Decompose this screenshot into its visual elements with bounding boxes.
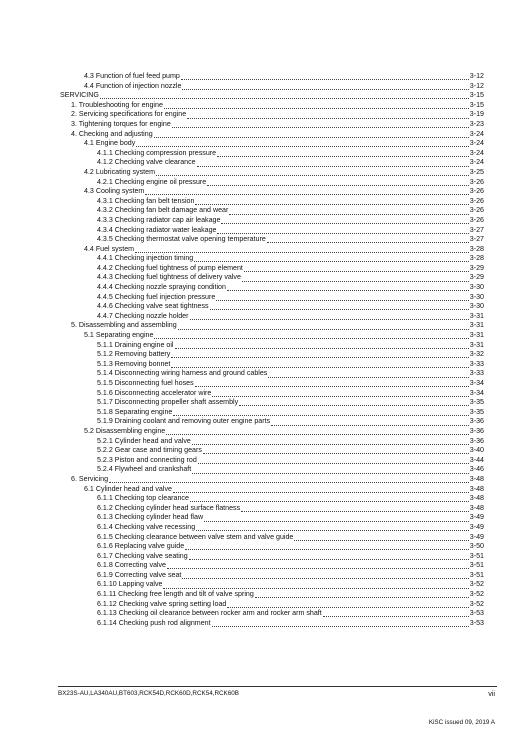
toc-entry-title: 6.1.8 Correcting valve bbox=[97, 561, 167, 570]
toc-entry-page: 3-31 bbox=[469, 340, 484, 349]
footer-page-number: vii bbox=[488, 689, 495, 698]
toc-dot-leader bbox=[173, 408, 468, 416]
toc-entry[interactable] bbox=[0, 101, 522, 111]
toc-dot-leader bbox=[166, 427, 469, 435]
toc-dot-leader bbox=[198, 456, 469, 464]
footer-divider bbox=[58, 686, 497, 687]
toc-entry-page: 3-50 bbox=[469, 542, 484, 551]
toc-entry-title: 6.1.5 Checking clearance between valve stem and valve guide bbox=[97, 532, 294, 541]
toc-entry-title: 5.1.5 Disconnecting fuel hoses bbox=[97, 379, 194, 387]
toc-entry[interactable] bbox=[0, 513, 522, 523]
issue-note: KiSC issued 09, 2019 A bbox=[428, 719, 495, 726]
toc-entry-title: 4.3.2 Checking fan belt damage and wear bbox=[97, 206, 229, 215]
toc-dot-leader bbox=[204, 513, 469, 521]
toc-dot-leader bbox=[145, 187, 468, 195]
toc-dot-leader bbox=[136, 139, 469, 147]
toc-entry[interactable] bbox=[0, 197, 522, 207]
toc-entry[interactable] bbox=[0, 283, 522, 293]
toc-entry[interactable] bbox=[0, 226, 522, 236]
toc-entry-title: 5.2.4 Flywheel and crankshaft bbox=[97, 465, 192, 474]
toc-entry-title: 5.1.6 Disconnecting accelerator wire bbox=[97, 388, 212, 397]
toc-dot-leader bbox=[164, 101, 469, 109]
toc-entry[interactable] bbox=[0, 254, 522, 264]
toc-entry[interactable] bbox=[0, 427, 522, 437]
toc-entry[interactable] bbox=[0, 312, 522, 322]
toc-entry[interactable] bbox=[0, 245, 522, 255]
toc-entry-page: 3-33 bbox=[469, 359, 484, 368]
toc-dot-leader bbox=[172, 120, 469, 128]
toc-entry-title: 5.1.4 Disconnecting wiring harness and ground cables bbox=[97, 369, 268, 378]
toc-entry[interactable] bbox=[0, 360, 522, 370]
toc-dot-leader bbox=[175, 341, 469, 349]
toc-entry-title: 4.3.3 Checking radiator cap air leakage bbox=[97, 215, 221, 224]
toc-dot-leader bbox=[195, 197, 468, 205]
toc-entry-title: 5.1.3 Removing bonnet bbox=[97, 359, 171, 368]
toc-entry-page: 3-36 bbox=[469, 426, 484, 435]
toc-dot-leader bbox=[197, 158, 469, 166]
toc-entry-page: 3-12 bbox=[469, 72, 484, 80]
toc-entry-page: 3-30 bbox=[469, 283, 484, 292]
toc-dot-leader bbox=[244, 264, 469, 272]
toc-entry-page: 3-15 bbox=[469, 100, 484, 109]
toc-entry-title: 4.4 Fuel system bbox=[84, 244, 135, 253]
toc-dot-leader bbox=[185, 542, 469, 550]
toc-entry-title: 6.1 Cylinder head and valve bbox=[84, 484, 172, 493]
toc-entry-page: 3-12 bbox=[469, 81, 484, 90]
toc-entry[interactable] bbox=[0, 187, 522, 197]
toc-entry-page: 3-27 bbox=[469, 225, 484, 234]
toc-dot-leader bbox=[227, 600, 468, 608]
toc-dot-leader bbox=[221, 216, 468, 224]
toc-entry-title: 4.1.2 Checking valve clearance bbox=[97, 158, 196, 167]
toc-entry-title: 6.1.7 Checking valve seating bbox=[97, 551, 188, 560]
toc-entry[interactable] bbox=[0, 619, 522, 629]
toc-entry-title: 2. Servicing specifications for engine bbox=[71, 110, 187, 119]
toc-entry-page: 3-35 bbox=[469, 407, 484, 416]
toc-entry[interactable] bbox=[0, 475, 522, 485]
toc-entry-title: 4.4.4 Checking nozzle spraying condition bbox=[97, 283, 226, 292]
toc-dot-leader bbox=[227, 283, 469, 291]
toc-dot-leader bbox=[239, 398, 469, 406]
toc-entry-page: 3-24 bbox=[469, 158, 484, 167]
toc-entry-title: 5.1.2 Removing battery bbox=[97, 350, 171, 359]
toc-entry-title: 4.3 Cooling system bbox=[84, 187, 145, 196]
toc-dot-leader bbox=[192, 465, 469, 473]
toc-entry-page: 3-26 bbox=[469, 215, 484, 224]
toc-entry-title: 4.4.2 Checking fuel tightness of pump element bbox=[97, 263, 243, 272]
toc-entry[interactable] bbox=[0, 91, 522, 101]
toc-dot-leader bbox=[163, 580, 468, 588]
toc-entry-title: 4.1 Engine body bbox=[84, 139, 136, 148]
toc-entry-page: 3-26 bbox=[469, 206, 484, 215]
toc-entry-title: 4.4.6 Checking valve seat tightness bbox=[97, 302, 209, 311]
toc-entry-title: 3. Tightening torques for engine bbox=[71, 119, 171, 128]
toc-entry-page: 3-36 bbox=[469, 417, 484, 426]
toc-entry-page: 3-19 bbox=[469, 110, 484, 119]
toc-entry[interactable] bbox=[0, 120, 522, 130]
toc-entry[interactable] bbox=[0, 580, 522, 590]
toc-entry-page: 3-53 bbox=[469, 609, 484, 618]
toc-dot-leader bbox=[210, 302, 469, 310]
toc-entry-title: SERVICING bbox=[60, 91, 99, 100]
toc-entry-title: 4.4 Function of injection nozzle bbox=[84, 81, 182, 90]
toc-entry-page: 3-25 bbox=[469, 167, 484, 176]
toc-dot-leader bbox=[182, 82, 468, 90]
toc-entry[interactable] bbox=[0, 533, 522, 543]
toc-dot-leader bbox=[241, 504, 469, 512]
table-of-contents bbox=[0, 72, 522, 628]
toc-entry-title: 6.1.11 Checking free length and tilt of valve spring bbox=[97, 590, 254, 599]
toc-entry-title: 4.3 Function of fuel feed pump bbox=[84, 72, 180, 80]
toc-entry-title: 4.4.1 Checking injection timing bbox=[97, 254, 194, 263]
toc-entry[interactable] bbox=[0, 379, 522, 389]
toc-entry-title: 6.1.12 Checking valve spring setting load bbox=[97, 599, 227, 608]
toc-entry[interactable] bbox=[0, 350, 522, 360]
toc-entry-title: 5.2 Disassembling engine bbox=[84, 426, 166, 435]
toc-entry-page: 3-40 bbox=[469, 446, 484, 455]
toc-entry[interactable] bbox=[0, 456, 522, 466]
toc-entry[interactable] bbox=[0, 235, 522, 245]
toc-entry-title: 4.3.4 Checking radiator water leakage bbox=[97, 225, 217, 234]
toc-entry[interactable] bbox=[0, 264, 522, 274]
toc-entry-page: 3-51 bbox=[469, 570, 484, 579]
toc-dot-leader bbox=[294, 533, 468, 541]
toc-entry[interactable] bbox=[0, 341, 522, 351]
toc-entry-page: 3-31 bbox=[469, 321, 484, 330]
toc-dot-leader bbox=[255, 590, 469, 598]
toc-entry-page: 3-49 bbox=[469, 522, 484, 531]
toc-entry-title: 5.1.8 Separating engine bbox=[97, 407, 173, 416]
toc-entry-title: 6.1.14 Checking push rod alignment bbox=[97, 618, 211, 627]
toc-dot-leader bbox=[323, 609, 469, 617]
toc-dot-leader bbox=[268, 369, 468, 377]
toc-entry-page: 3-49 bbox=[469, 513, 484, 522]
toc-entry[interactable] bbox=[0, 168, 522, 178]
toc-entry-page: 3-29 bbox=[469, 273, 484, 282]
toc-dot-leader bbox=[109, 475, 469, 483]
toc-entry[interactable] bbox=[0, 571, 522, 581]
toc-entry-title: 5.1.9 Draining coolant and removing outer engine parts bbox=[97, 417, 271, 426]
toc-dot-leader bbox=[229, 206, 468, 214]
toc-entry[interactable] bbox=[0, 130, 522, 140]
toc-entry-title: 4.2.1 Checking engine oil pressure bbox=[97, 177, 207, 186]
toc-dot-leader bbox=[190, 494, 469, 502]
toc-dot-leader bbox=[207, 178, 469, 186]
footer-models: BX23S-AU,LA340AU,BT603,RCK54D,RCK60D,RCK54,RCK60B bbox=[58, 690, 239, 697]
toc-entry[interactable] bbox=[0, 369, 522, 379]
toc-entry-title: 4. Checking and adjusting bbox=[71, 129, 153, 138]
toc-dot-leader bbox=[189, 552, 469, 560]
toc-entry-title: 4.1.1 Checking compression pressure bbox=[97, 148, 217, 157]
toc-entry-page: 3-48 bbox=[469, 474, 484, 483]
toc-entry-page: 3-52 bbox=[469, 580, 484, 589]
toc-dot-leader bbox=[196, 523, 469, 531]
toc-entry-title: 4.4.5 Checking fuel injection pressure bbox=[97, 292, 216, 301]
toc-entry-title: 6.1.1 Checking top clearance bbox=[97, 494, 189, 503]
toc-entry-page: 3-28 bbox=[469, 244, 484, 253]
toc-dot-leader bbox=[217, 226, 468, 234]
toc-entry-title: 5.2.1 Cylinder head and valve bbox=[97, 436, 191, 445]
toc-dot-leader bbox=[173, 485, 469, 493]
toc-entry-title: 6.1.10 Lapping valve bbox=[97, 580, 163, 589]
toc-dot-leader bbox=[195, 379, 469, 387]
toc-dot-leader bbox=[156, 168, 469, 176]
toc-dot-leader bbox=[212, 389, 468, 397]
toc-entry-title: 6.1.13 Checking oil clearance between rocker arm and rocker arm shaft bbox=[97, 609, 322, 618]
toc-dot-leader bbox=[187, 110, 469, 118]
toc-entry-title: 6.1.4 Checking valve recessing bbox=[97, 522, 196, 531]
toc-entry-title: 4.2 Lubricating system bbox=[84, 167, 155, 176]
toc-dot-leader bbox=[171, 360, 468, 368]
toc-entry-page: 3-24 bbox=[469, 148, 484, 157]
toc-entry[interactable] bbox=[0, 542, 522, 552]
toc-entry-page: 3-30 bbox=[469, 292, 484, 301]
toc-dot-leader bbox=[267, 235, 469, 243]
toc-entry-page: 3-51 bbox=[469, 561, 484, 570]
toc-entry-page: 3-44 bbox=[469, 455, 484, 464]
toc-dot-leader bbox=[212, 619, 469, 627]
toc-entry-title: 5.2.2 Gear case and timing gears bbox=[97, 446, 202, 455]
toc-entry-title: 1. Troubleshooting for engine bbox=[71, 100, 163, 109]
toc-entry[interactable] bbox=[0, 82, 522, 92]
toc-entry[interactable] bbox=[0, 590, 522, 600]
toc-entry[interactable] bbox=[0, 437, 522, 447]
toc-entry[interactable] bbox=[0, 552, 522, 562]
toc-dot-leader bbox=[154, 130, 469, 138]
toc-entry[interactable] bbox=[0, 417, 522, 427]
toc-entry-title: 6.1.3 Checking cylinder head flaw bbox=[97, 513, 204, 522]
toc-dot-leader bbox=[171, 350, 468, 358]
toc-entry-page: 3-35 bbox=[469, 398, 484, 407]
toc-entry[interactable] bbox=[0, 206, 522, 216]
toc-entry-page: 3-49 bbox=[469, 532, 484, 541]
toc-entry[interactable] bbox=[0, 158, 522, 168]
toc-entry-title: 5. Disassembling and assembling bbox=[71, 321, 177, 330]
toc-dot-leader bbox=[167, 561, 469, 569]
toc-entry-title: 5.1.1 Draining engine oil bbox=[97, 340, 174, 349]
toc-entry-page: 3-26 bbox=[469, 177, 484, 186]
toc-entry[interactable] bbox=[0, 523, 522, 533]
toc-entry[interactable] bbox=[0, 446, 522, 456]
toc-entry[interactable] bbox=[0, 178, 522, 188]
toc-entry[interactable] bbox=[0, 321, 522, 331]
toc-dot-leader bbox=[192, 437, 469, 445]
toc-entry[interactable] bbox=[0, 485, 522, 495]
toc-entry-page: 3-28 bbox=[469, 254, 484, 263]
toc-entry-page: 3-26 bbox=[469, 196, 484, 205]
toc-entry-page: 3-15 bbox=[469, 91, 484, 100]
toc-entry-page: 3-34 bbox=[469, 388, 484, 397]
toc-entry-page: 3-24 bbox=[469, 129, 484, 138]
toc-entry-title: 6.1.6 Replacing valve guide bbox=[97, 542, 185, 551]
toc-entry-title: 4.3.5 Checking thermostat valve opening temperature bbox=[97, 235, 266, 244]
toc-dot-leader bbox=[178, 321, 469, 329]
toc-entry[interactable] bbox=[0, 293, 522, 303]
toc-entry[interactable] bbox=[0, 561, 522, 571]
toc-entry-page: 3-27 bbox=[469, 235, 484, 244]
toc-dot-leader bbox=[181, 72, 469, 80]
toc-entry[interactable] bbox=[0, 609, 522, 619]
toc-dot-leader bbox=[194, 254, 469, 262]
toc-entry[interactable] bbox=[0, 72, 522, 82]
toc-dot-leader bbox=[217, 149, 469, 157]
toc-entry-page: 3-34 bbox=[469, 379, 484, 387]
toc-entry-page: 3-23 bbox=[469, 119, 484, 128]
toc-entry-page: 3-29 bbox=[469, 263, 484, 272]
toc-entry-page: 3-36 bbox=[469, 436, 484, 445]
toc-entry[interactable] bbox=[0, 302, 522, 312]
toc-dot-leader bbox=[271, 417, 469, 425]
toc-entry-page: 3-52 bbox=[469, 599, 484, 608]
toc-entry-title: 6.1.2 Checking cylinder head surface flatness bbox=[97, 503, 241, 512]
toc-entry[interactable] bbox=[0, 398, 522, 408]
toc-entry[interactable] bbox=[0, 600, 522, 610]
toc-entry-page: 3-26 bbox=[469, 187, 484, 196]
toc-entry-page: 3-30 bbox=[469, 302, 484, 311]
toc-dot-leader bbox=[100, 91, 469, 99]
toc-entry[interactable] bbox=[0, 149, 522, 159]
toc-dot-leader bbox=[182, 571, 468, 579]
toc-entry-title: 6.1.9 Correcting valve seat bbox=[97, 570, 182, 579]
toc-entry-page: 3-53 bbox=[469, 618, 484, 627]
toc-dot-leader bbox=[154, 331, 468, 339]
toc-entry-page: 3-31 bbox=[469, 311, 484, 320]
toc-dot-leader bbox=[216, 293, 468, 301]
toc-entry[interactable] bbox=[0, 273, 522, 283]
toc-entry-page: 3-32 bbox=[469, 350, 484, 359]
toc-entry-page: 3-33 bbox=[469, 369, 484, 378]
toc-entry-page: 3-48 bbox=[469, 494, 484, 503]
toc-entry[interactable] bbox=[0, 216, 522, 226]
toc-entry-title: 6. Servicing bbox=[71, 474, 109, 483]
toc-entry-title: 4.3.1 Checking fan belt tension bbox=[97, 196, 195, 205]
toc-entry[interactable] bbox=[0, 389, 522, 399]
toc-entry-page: 3-48 bbox=[469, 484, 484, 493]
toc-entry-page: 3-51 bbox=[469, 551, 484, 560]
toc-dot-leader bbox=[190, 312, 469, 320]
toc-entry-title: 4.4.7 Checking nozzle holder bbox=[97, 311, 189, 320]
toc-entry-page: 3-52 bbox=[469, 590, 484, 599]
toc-entry[interactable] bbox=[0, 465, 522, 475]
toc-entry-page: 3-31 bbox=[469, 331, 484, 340]
toc-entry-page: 3-24 bbox=[469, 139, 484, 148]
toc-dot-leader bbox=[135, 245, 469, 253]
toc-entry[interactable] bbox=[0, 110, 522, 120]
toc-entry-page: 3-46 bbox=[469, 465, 484, 474]
toc-entry-title: 4.4.3 Checking fuel tightness of delivery valve bbox=[97, 273, 241, 282]
toc-entry-title: 5.2.3 Piston and connecting rod bbox=[97, 455, 197, 464]
toc-entry[interactable] bbox=[0, 504, 522, 514]
toc-entry[interactable] bbox=[0, 139, 522, 149]
toc-entry-page: 3-48 bbox=[469, 503, 484, 512]
toc-dot-leader bbox=[203, 446, 469, 454]
toc-entry-title: 5.1.7 Disconnecting propeller shaft assembly bbox=[97, 398, 239, 407]
toc-entry[interactable] bbox=[0, 408, 522, 418]
toc-entry[interactable] bbox=[0, 494, 522, 504]
toc-dot-leader bbox=[242, 273, 469, 281]
toc-entry[interactable] bbox=[0, 331, 522, 341]
toc-entry-title: 5.1 Separating engine bbox=[84, 331, 154, 340]
